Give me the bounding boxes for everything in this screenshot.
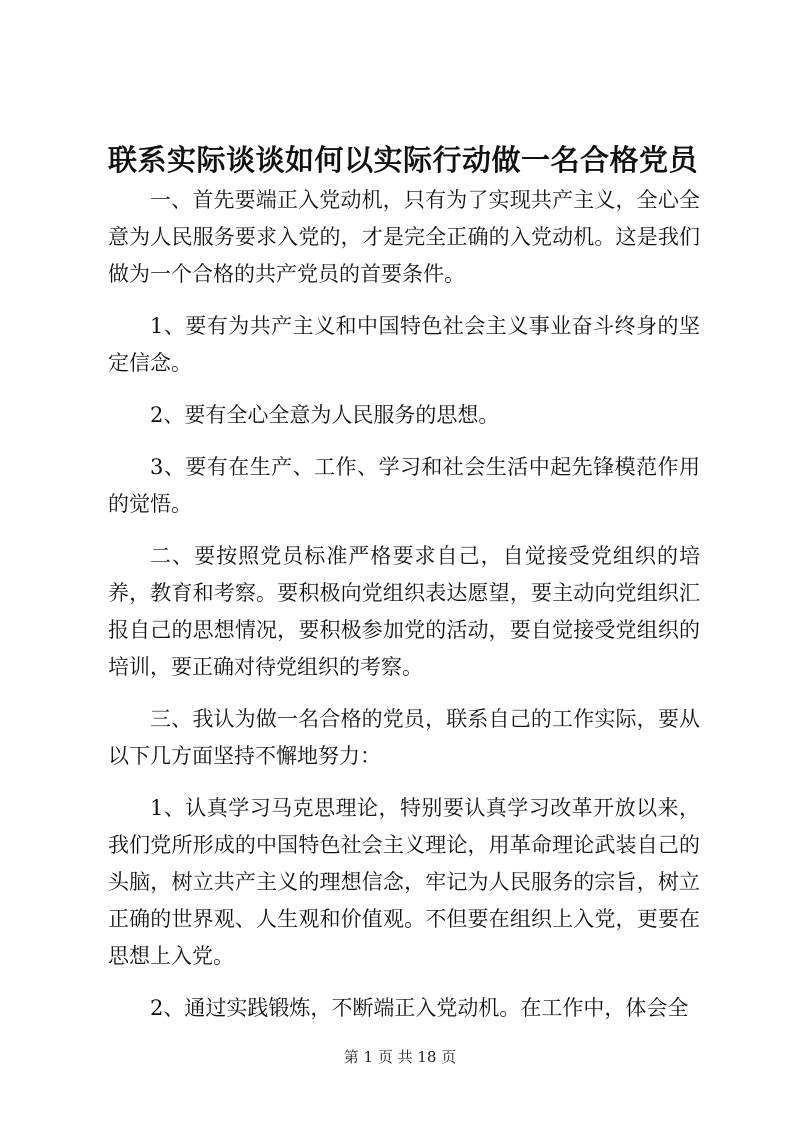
paragraph: 2、要有全心全意为人民服务的思想。 <box>150 403 500 427</box>
paragraph: 2、通过实践锻炼，不断端正入党动机。在工作中，体会全 <box>150 996 689 1020</box>
paragraph: 三、我认为做一名合格的党员，联系自己的工作实际，要从以下几方面坚持不懈地努力： <box>108 707 700 768</box>
paragraph: 一、首先要端正入党动机，只有为了实现共产主义，全心全意为人民服务要求入党的，才是完全正确的入党动机。这是我们做为一个合格的共产党员的首要条件。 <box>108 188 700 286</box>
paragraph: 1、要有为共产主义和中国特色社会主义事业奋斗终身的坚定信念。 <box>108 314 700 375</box>
paragraph: 二、要按照党员标准严格要求自己，自觉接受党组织的培养，教育和考察。要积极向党组织表达愿望，要主动向党组织汇报自己的思想情况，要积极参加党的活动，要自觉接受党组织的培训，要正确对待党组织的考察。 <box>108 544 700 679</box>
document-title: 联系实际谈谈如何以实际行动做一名合格党员 <box>108 143 699 177</box>
paragraph: 1、认真学习马克思理论，特别要认真学习改革开放以来，我们党所形成的中国特色社会主义理论，用革命理论武装自己的头脑，树立共产主义的理想信念，牢记为人民服务的宗旨，树立正确的世界观、人生观和价值观。不但要在组织上入党，更要在思想上入党。 <box>108 796 700 968</box>
page-footer: 第 1 页 共 18 页 <box>343 1048 457 1066</box>
document-body <box>108 182 700 1042</box>
paragraph: 3、要有在生产、工作、学习和社会生活中起先锋模范作用的觉悟。 <box>108 455 700 516</box>
